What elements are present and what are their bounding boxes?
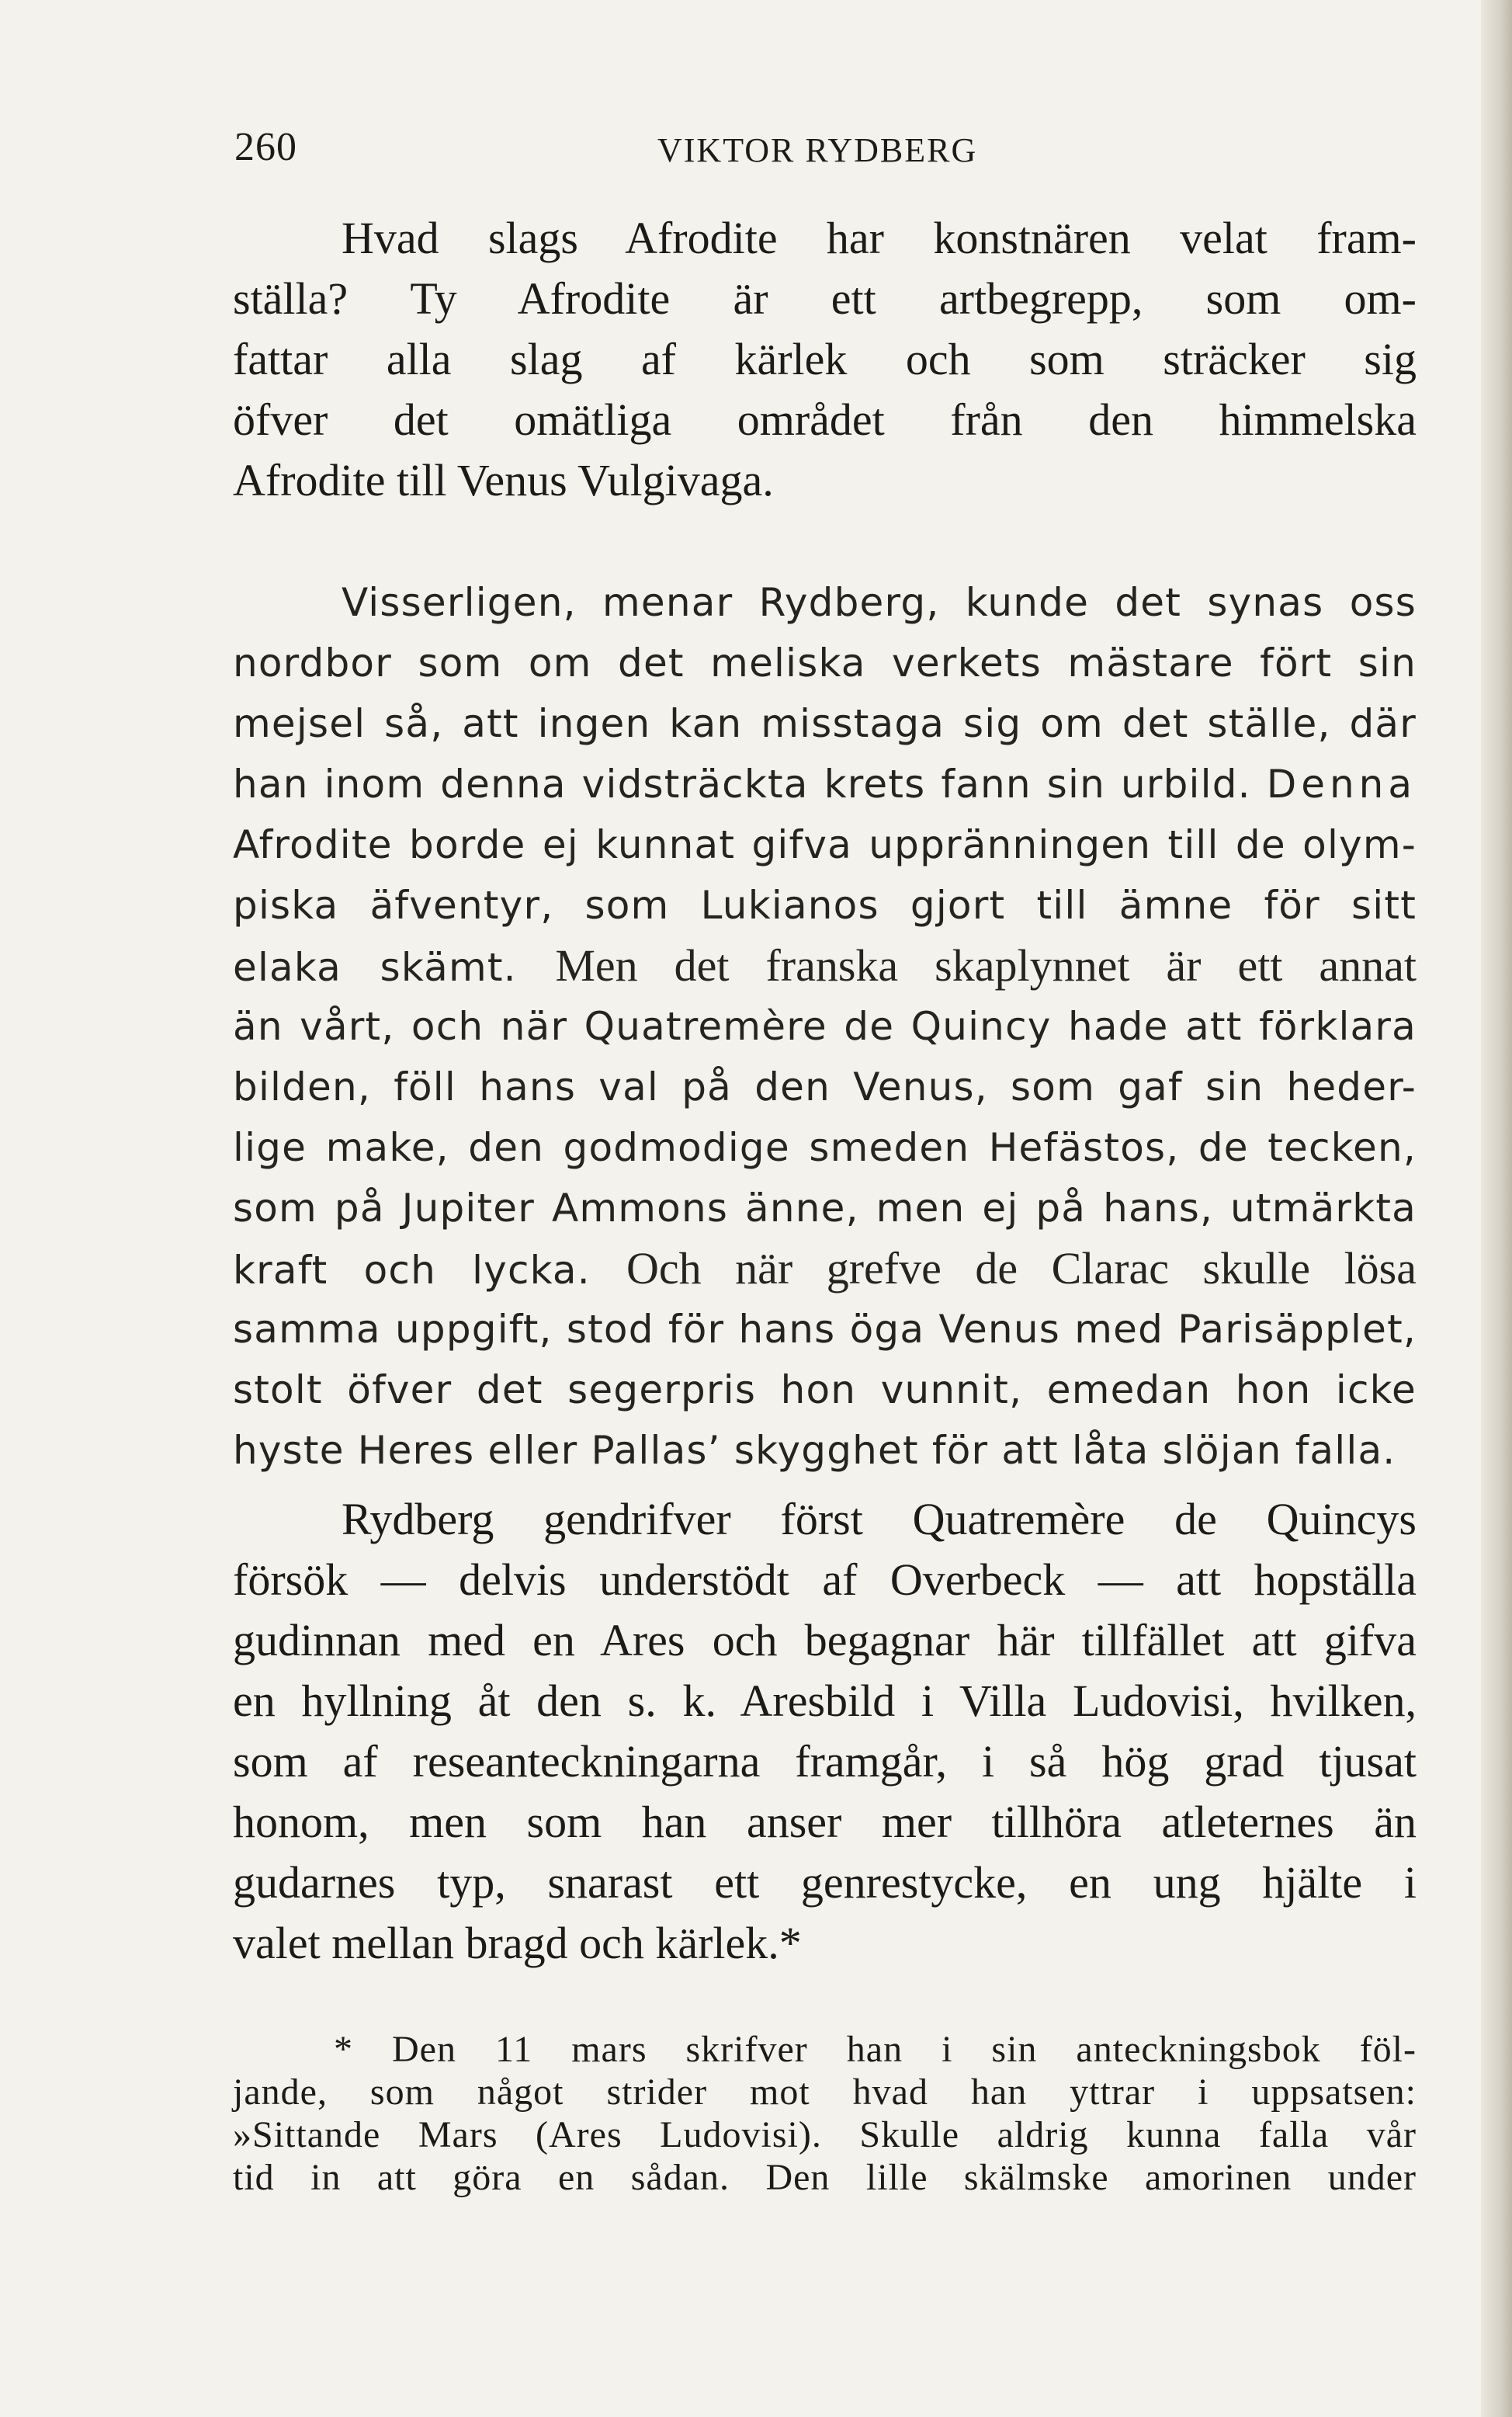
text-fragment: kraft och lycka.	[233, 1248, 591, 1293]
text-line: valet mellan bragd och kärlek.*	[233, 1918, 802, 1968]
page-number: 260	[234, 125, 297, 169]
text-line: öfver det omätliga området från den himmelska	[233, 394, 1417, 445]
text-line	[233, 754, 1417, 814]
text-line: nordbor som om det meliska verkets mästare fört sin	[233, 641, 1417, 686]
text-line	[233, 1238, 1417, 1299]
text-line: lige make, den godmodige smeden Hefästos, de tecken,	[233, 1125, 1417, 1170]
serif-fragment: Men det franska skaplynnet är ett annat	[555, 940, 1417, 991]
text-line: Visserligen, menar Rydberg, kunde det synas oss	[342, 580, 1417, 625]
text-line: Hvad slags Afrodite har konstnären velat fram-	[342, 213, 1417, 263]
text-fragment: han inom denna vidsträckta krets fann sin urbild.	[233, 762, 1251, 807]
paragraph-2	[233, 572, 1417, 1481]
footnote-line: tid in att göra en sådan. Den lille skälmske amorinen under	[233, 2157, 1417, 2198]
text-line: gudarnes typ, snarast ett genrestycke, en ung hjälte i	[233, 1857, 1417, 1908]
footnote-line: jande, som något strider mot hvad han yttrar i uppsatsen:	[233, 2071, 1417, 2113]
page-edge	[1481, 0, 1512, 2417]
footnote	[233, 2028, 1417, 2199]
text-line: honom, men som han anser mer tillhöra atleternes än	[233, 1797, 1417, 1847]
paragraph-1	[233, 208, 1417, 511]
text-line: fattar alla slag af kärlek och som sträcker sig	[233, 334, 1417, 384]
running-head: VIKTOR RYDBERG	[657, 131, 978, 169]
footnote-line: * Den 11 mars skrifver han i sin anteckningsbok föl-	[334, 2029, 1417, 2070]
text-line: ställa? Ty Afrodite är ett artbegrepp, som om-	[233, 273, 1417, 324]
text-line: piska äfventyr, som Lukianos gjort till ämne för sitt	[233, 883, 1417, 928]
spaced-word: Denna	[1266, 762, 1417, 807]
paragraph-3	[233, 1489, 1417, 1974]
text-line: hyste Heres eller Pallas’ skygghet för att låta slöjan falla.	[233, 1428, 1396, 1473]
text-fragment: elaka skämt.	[233, 945, 517, 990]
footnote-line: »Sittande Mars (Ares Ludovisi). Skulle aldrig kunna falla vår	[233, 2114, 1417, 2155]
text-line: Rydberg gendrifver först Quatremère de Quincys	[342, 1494, 1417, 1544]
text-line: en hyllning åt den s. k. Aresbild i Villa Ludovisi, hvilken,	[233, 1676, 1417, 1726]
text-line: Afrodite borde ej kunnat gifva uppränningen till de olym-	[233, 822, 1417, 867]
text-line: bilden, föll hans val på den Venus, som gaf sin heder-	[233, 1064, 1417, 1110]
text-line: som af reseanteckningarna framgår, i så hög grad tjusat	[233, 1736, 1417, 1787]
text-line: som på Jupiter Ammons änne, men ej på hans, utmärkta	[233, 1186, 1417, 1231]
text-line: mejsel så, att ingen kan misstaga sig om det ställe, där	[233, 701, 1417, 746]
text-line: försök — delvis understödt af Overbeck — att hopställa	[233, 1554, 1417, 1605]
text-line: Afrodite till Venus Vulgivaga.	[233, 455, 774, 505]
page-header	[234, 124, 1430, 179]
serif-fragment: Och när grefve de Clarac skulle lösa	[626, 1243, 1417, 1294]
text-line: stolt öfver det segerpris hon vunnit, emedan hon icke	[233, 1367, 1417, 1412]
text-line	[233, 936, 1417, 996]
text-line: samma uppgift, stod för hans öga Venus med Parisäpplet,	[233, 1307, 1417, 1352]
text-line: än vårt, och när Quatremère de Quincy hade att förklara	[233, 1004, 1417, 1049]
text-line: gudinnan med en Ares och begagnar här tillfället att gifva	[233, 1615, 1417, 1665]
